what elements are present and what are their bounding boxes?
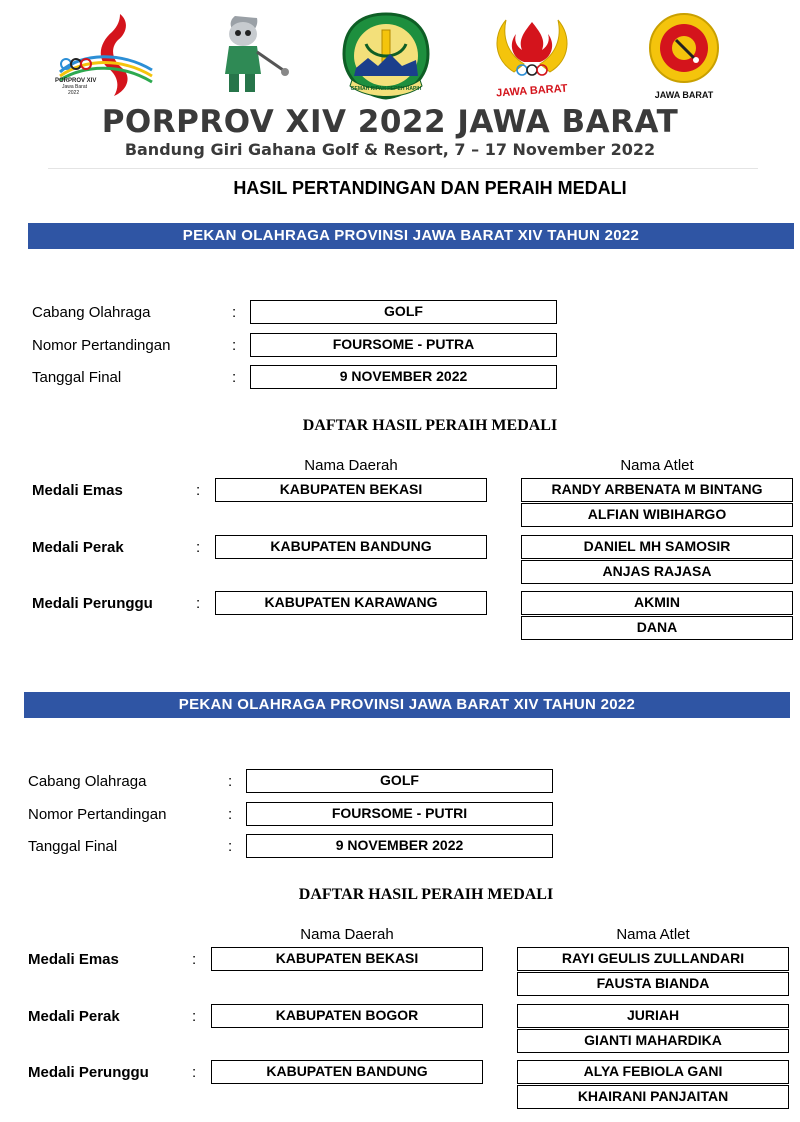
athlete-silver-2: GIANTI MAHARDIKA — [517, 1029, 789, 1053]
info-colon: : — [232, 369, 237, 386]
column-header-athlete: Nama Atlet — [620, 457, 694, 474]
crest-motto: GEMAH RIPAH REPEH RAPIH — [350, 86, 422, 92]
region-bronze: KABUPATEN BANDUNG — [211, 1060, 483, 1084]
athlete-bronze-1: ALYA FEBIOLA GANI — [517, 1060, 789, 1084]
athlete-silver-2: ANJAS RAJASA — [521, 560, 793, 584]
info-value-final-date: 9 NOVEMBER 2022 — [250, 365, 557, 389]
athlete-gold-2: FAUSTA BIANDA — [517, 972, 789, 996]
info-label-sport: Cabang Olahraga — [32, 304, 151, 321]
column-header-region: Nama Daerah — [300, 926, 394, 943]
region-gold: KABUPATEN BEKASI — [211, 947, 483, 971]
section-banner: PEKAN OLAHRAGA PROVINSI JAWA BARAT XIV TAHUN 2022 — [28, 223, 794, 249]
porprov-logo-text2: Jawa Barat — [62, 84, 88, 90]
medal-label-silver: Medali Perak — [28, 1008, 120, 1025]
athlete-silver-1: DANIEL MH SAMOSIR — [521, 535, 793, 559]
athlete-silver-1: JURIAH — [517, 1004, 789, 1028]
info-colon: : — [228, 773, 233, 790]
event-venue: Bandung Giri Gahana Golf & Resort, 7 – 17 November 2022 — [124, 140, 656, 159]
header-divider — [48, 168, 758, 169]
athlete-bronze-2: KHAIRANI PANJAITAN — [517, 1085, 789, 1109]
medal-label-silver: Medali Perak — [32, 539, 124, 556]
info-label-event: Nomor Pertandingan — [28, 806, 167, 823]
athlete-bronze-1: AKMIN — [521, 591, 793, 615]
result-section-putri — [0, 692, 796, 1112]
event-title: PORPROV XIV 2022 JAWA BARAT — [101, 104, 679, 140]
medal-list-title: DAFTAR HASIL PERAIH MEDALI — [302, 417, 558, 434]
medal-colon: : — [196, 539, 201, 556]
medal-label-bronze: Medali Perunggu — [28, 1064, 149, 1081]
medal-label-gold: Medali Emas — [28, 951, 119, 968]
region-silver: KABUPATEN BOGOR — [211, 1004, 483, 1028]
region-bronze: KABUPATEN KARAWANG — [215, 591, 487, 615]
info-label-final-date: Tanggal Final — [28, 838, 118, 855]
info-value-sport: GOLF — [250, 300, 557, 324]
info-label-event: Nomor Pertandingan — [32, 337, 171, 354]
mascot-logo — [205, 12, 291, 100]
athlete-gold-1: RANDY ARBENATA M BINTANG — [521, 478, 793, 502]
athlete-gold-1: RAYI GEULIS ZULLANDARI — [517, 947, 789, 971]
koni-logo-text: JAWA BARAT — [495, 82, 568, 100]
pgi-logo-caption: JAWA BARAT — [654, 90, 714, 100]
medal-colon: : — [196, 595, 201, 612]
porprov-logo — [52, 12, 156, 98]
document-title: HASIL PERTANDINGAN DAN PERAIH MEDALI — [233, 178, 627, 198]
athlete-gold-2: ALFIAN WIBIHARGO — [521, 503, 793, 527]
medal-label-gold: Medali Emas — [32, 482, 123, 499]
athlete-bronze-2: DANA — [521, 616, 793, 640]
medal-label-bronze: Medali Perunggu — [32, 595, 153, 612]
info-value-event: FOURSOME - PUTRA — [250, 333, 557, 357]
column-header-athlete: Nama Atlet — [616, 926, 690, 943]
info-label-sport: Cabang Olahraga — [28, 773, 147, 790]
medal-colon: : — [192, 951, 197, 968]
info-value-sport: GOLF — [246, 769, 553, 793]
info-colon: : — [232, 337, 237, 354]
medal-list-title: DAFTAR HASIL PERAIH MEDALI — [298, 886, 554, 903]
column-header-region: Nama Daerah — [304, 457, 398, 474]
info-value-event: FOURSOME - PUTRI — [246, 802, 553, 826]
result-section-putra — [0, 223, 800, 643]
info-value-final-date: 9 NOVEMBER 2022 — [246, 834, 553, 858]
medal-colon: : — [192, 1008, 197, 1025]
info-colon: : — [228, 806, 233, 823]
header-logos — [0, 10, 800, 110]
pgi-jawa-barat-logo — [636, 10, 732, 102]
medal-colon: : — [196, 482, 201, 499]
region-gold: KABUPATEN BEKASI — [215, 478, 487, 502]
section-banner: PEKAN OLAHRAGA PROVINSI JAWA BARAT XIV TAHUN 2022 — [24, 692, 790, 718]
info-colon: : — [232, 304, 237, 321]
porprov-logo-text1: PORPROV XIV — [55, 78, 97, 84]
region-silver: KABUPATEN BANDUNG — [215, 535, 487, 559]
info-colon: : — [228, 838, 233, 855]
porprov-logo-text3: 2022 — [68, 90, 80, 96]
west-java-crest-logo — [338, 10, 434, 102]
koni-jawa-barat-logo — [484, 10, 580, 102]
medal-colon: : — [192, 1064, 197, 1081]
info-label-final-date: Tanggal Final — [32, 369, 122, 386]
